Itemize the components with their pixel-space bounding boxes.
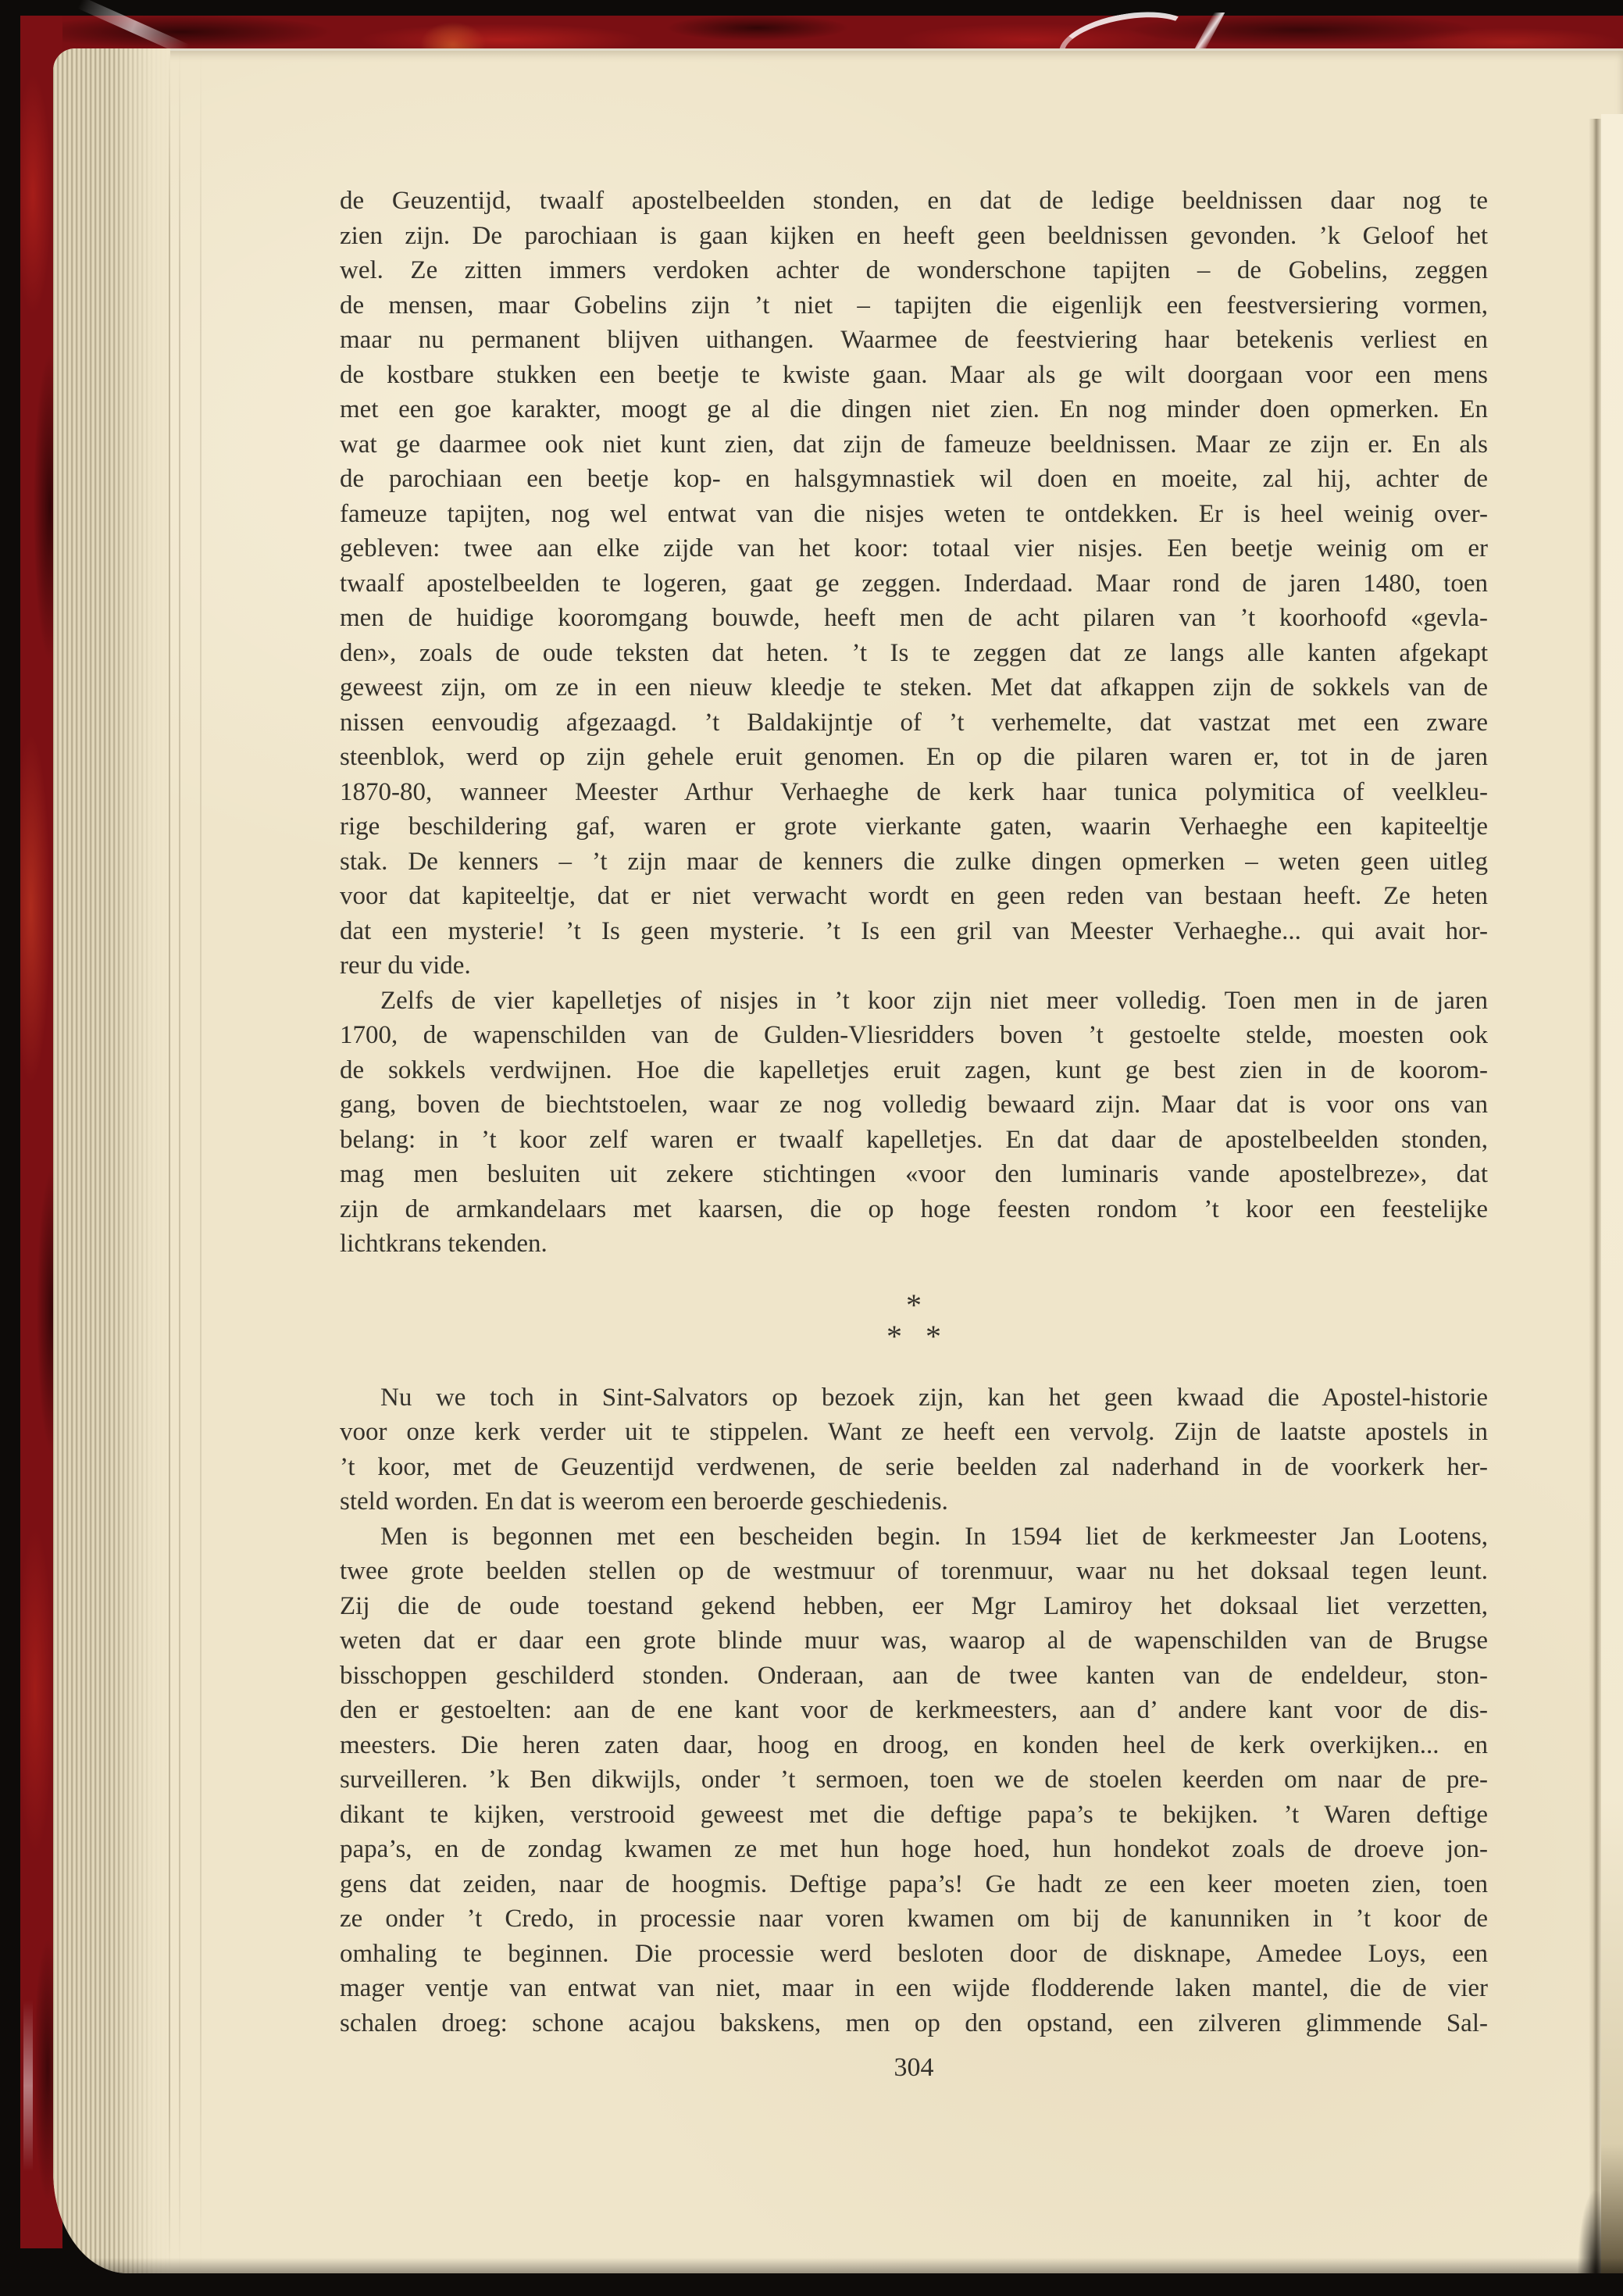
text-line: de mensen, maar Gobelins zijn ’t niet – tapijten die eigenlijk een feestversiering vormen, <box>340 291 1488 320</box>
text-line: de sokkels verdwijnen. Hoe die kapelletjes eruit zagen, kunt ge best zien in de koorom- <box>340 1055 1488 1084</box>
page-number: 304 <box>894 2053 934 2082</box>
text-line: ze onder ’t Credo, in processie naar voren kwamen om bij de kanunniken in ’t koor de <box>340 1905 1488 1933</box>
text-line: stak. De kenners – ’t zijn maar de kenners die zulke dingen opmerken – weten geen uitleg <box>340 847 1488 876</box>
text-line: den», zoals de oude teksten dat heten. ’t Is te zeggen dat ze langs alle kanten afgekapt <box>340 638 1488 667</box>
page-crease <box>200 48 202 2273</box>
page-crease <box>179 48 180 2273</box>
text-line: steld worden. En dat is weerom een beroerde geschiedenis. <box>340 1487 948 1516</box>
text-line: Men is begonnen met een bescheiden begin. In 1594 liet de kerkmeester Jan Lootens, <box>380 1522 1488 1551</box>
page-gutter-shadow <box>1589 119 1601 2273</box>
page-stack-fore-edge <box>53 48 170 2273</box>
text-line: meesters. Die heren zaten daar, hoog en droog, en konden heel de kerk overkijken... en <box>340 1730 1488 1759</box>
text-line: zijn de armkandelaars met kaarsen, die op hoge feesten rondom ’t koor een feestelijke <box>340 1194 1488 1223</box>
text-line: geweest zijn, om ze in een nieuw kleedje te steken. Met dat afkappen zijn de sokkels van de <box>340 673 1488 702</box>
text-line: wel. Ze zitten immers verdoken achter de wonderschone tapijten – de Gobelins, zeggen <box>340 256 1488 284</box>
text-line: steenblok, werd op zijn gehele eruit genomen. En op die pilaren waren er, tot in de jaren <box>340 743 1488 771</box>
text-line: Nu we toch in Sint-Salvators op bezoek zijn, kan het geen kwaad die Apostel-historie <box>380 1383 1488 1412</box>
text-line: voor dat kapiteeltje, dat er niet verwacht wordt en geen reden van bestaan heeft. Ze heten <box>340 882 1488 910</box>
text-line: twee grote beelden stellen op de westmuur of torenmuur, waar nu het doksaal tegen leunt. <box>340 1557 1488 1585</box>
separator-asterisks-bottom: * * <box>886 1318 941 1354</box>
text-line: reur du vide. <box>340 952 471 980</box>
text-line: nissen eenvoudig afgezaagd. ’t Baldakijntje of ’t verhemelte, dat vastzat met een zware <box>340 708 1488 737</box>
text-line: men de huidige kooromgang bouwde, heeft men de acht pilaren van ’t koorhoofd «gevla- <box>340 604 1488 632</box>
text-line: 1870-80, wanneer Meester Arthur Verhaeghe de kerk haar tunica polymitica of veelkleu- <box>340 777 1488 806</box>
text-line: de kostbare stukken een beetje te kwiste gaan. Maar als ge wilt doorgaan voor een mens <box>340 360 1488 389</box>
page-crease <box>169 48 170 2273</box>
text-line: rige beschildering gaf, waren er grote vierkante gaten, waarin Verhaeghe een kapiteeltje <box>340 812 1488 841</box>
text-line: mager ventje van entwat van niet, maar in een wijde flodderende laken mantel, die de vier <box>340 1974 1488 2002</box>
section-separator <box>340 1262 1488 1380</box>
text-line: dikant te kijken, verstrooid geweest met die deftige papa’s te bekijken. ’t Waren deftige <box>340 1800 1488 1829</box>
text-line: gens dat zeiden, naar de hoogmis. Deftige papa’s! Ge hadt ze een keer moeten zien, toen <box>340 1869 1488 1898</box>
text-line: schalen droeg: schone acajou bakskens, men op den opstand, een zilveren glimmende Sal- <box>340 2009 1488 2037</box>
text-line: Zij die de oude toestand gekend hebben, eer Mgr Lamiroy het doksaal liet verzetten, <box>340 1591 1488 1620</box>
text-line: lichtkrans tekenden. <box>340 1230 548 1258</box>
text-line: ’t koor, met de Geuzentijd verdwenen, de serie beelden zal naderhand in de voorkerk her- <box>340 1452 1488 1481</box>
text-line: de parochiaan een beetje kop- en halsgymnastiek wil doen en moeite, zal hij, achter de <box>340 465 1488 493</box>
text-block <box>340 184 1488 2041</box>
text-line: weten dat er daar een grote blinde muur was, waarop al de wapenschilden van de Brugse <box>340 1626 1488 1655</box>
text-line: voor onze kerk verder uit te stippelen. Want ze heeft een vervolg. Zijn de laatste apostels in <box>340 1418 1488 1446</box>
text-line: twaalf apostelbeelden te logeren, gaat ge zeggen. Inderdaad. Maar rond de jaren 1480, toen <box>340 569 1488 598</box>
text-line: zien zijn. De parochiaan is gaan kijken en heeft geen beeldnissen gevonden. ’k Geloof het <box>340 221 1488 250</box>
text-line: surveilleren. ’k Ben dikwijls, onder ’t sermoen, toen we de stoelen keerden om naar de pre- <box>340 1766 1488 1794</box>
text-line: omhaling te beginnen. Die processie werd besloten door de disknape, Amedee Loys, een <box>340 1939 1488 1968</box>
text-line: fameuze tapijten, nog wel entwat van die nisjes weten te ontdekken. Er is heel weinig over- <box>340 499 1488 528</box>
adjacent-page-edge <box>1601 114 1623 2273</box>
text-line: wat ge daarmee ook niet kunt zien, dat zijn de fameuze beeldnissen. Maar ze zijn er. En als <box>340 430 1488 459</box>
text-line: maar nu permanent blijven uithangen. Waarmee de feestviering haar betekenis verliest en <box>340 326 1488 354</box>
text-line: met een goe karakter, moogt ge al die dingen niet zien. En nog minder doen opmerken. En <box>340 395 1488 423</box>
text-line: dat een mysterie! ’t Is geen mysterie. ’t Is een gril van Meester Verhaeghe... qui avait hor- <box>340 916 1488 945</box>
text-line: mag men besluiten uit zekere stichtingen «voor den luminaris vande apostelbreze», dat <box>340 1160 1488 1188</box>
book-page <box>53 48 1623 2273</box>
text-line: gebleven: twee aan elke zijde van het koor: totaal vier nisjes. Een beetje weinig om er <box>340 534 1488 562</box>
text-line: den er gestoelten: aan de ene kant voor de kerkmeesters, aan d’ andere kant voor de dis- <box>340 1696 1488 1724</box>
text-line: 1700, de wapenschilden van de Gulden-Vliesridders boven ’t gestoelte stelde, moesten ook <box>340 1021 1488 1049</box>
text-line: gang, boven de biechtstoelen, waar ze nog volledig bewaard zijn. Maar dat is voor ons van <box>340 1091 1488 1119</box>
text-line: belang: in ’t koor zelf waren er twaalf kapelletjes. En dat daar de apostelbeelden stonden, <box>340 1125 1488 1154</box>
text-line: bisschoppen geschilderd stonden. Onderaan, aan de twee kanten van de endeldeur, ston- <box>340 1661 1488 1690</box>
text-line: Zelfs de vier kapelletjes of nisjes in ’t koor zijn niet meer volledig. Toen men in de jaren <box>380 986 1488 1015</box>
separator-asterisk-top: * <box>906 1287 922 1323</box>
text-line: papa’s, en de zondag kwamen ze met hun hoge hoed, hun hondekot zoals de droeve jon- <box>340 1835 1488 1863</box>
text-line: de Geuzentijd, twaalf apostelbeelden stonden, en dat de ledige beeldnissen daar nog te <box>340 187 1488 215</box>
